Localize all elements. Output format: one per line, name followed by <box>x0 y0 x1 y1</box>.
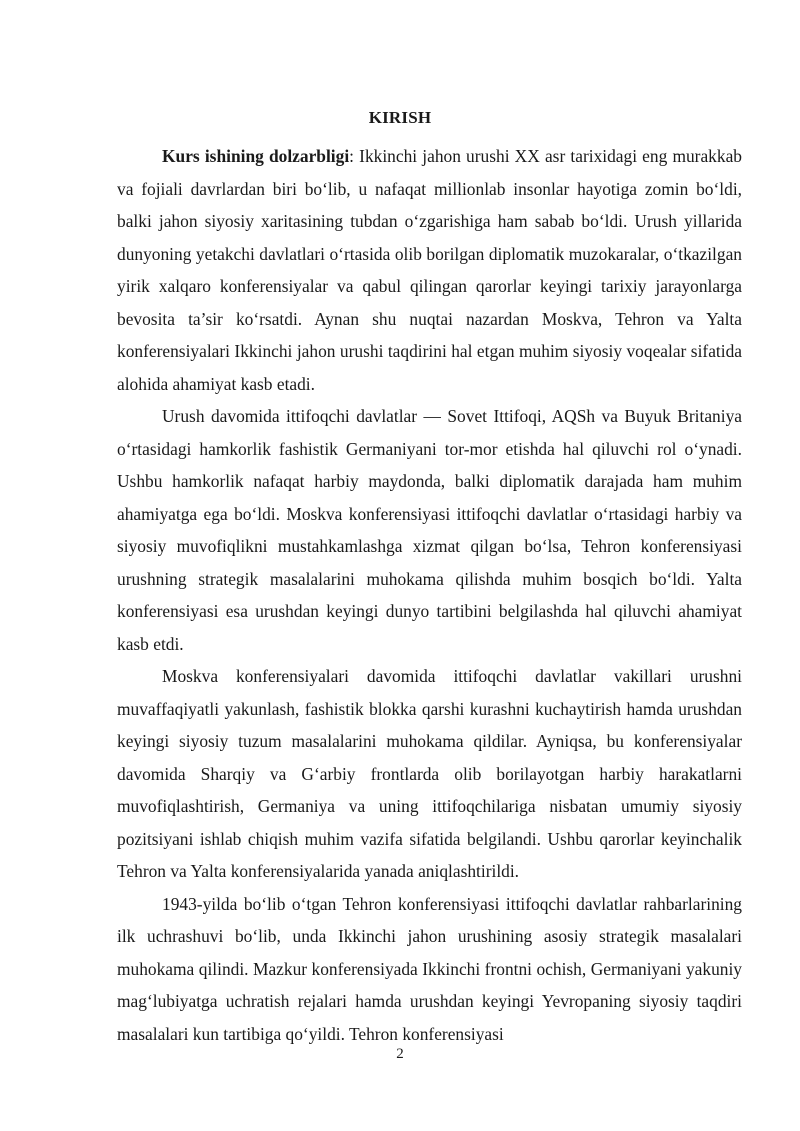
paragraph-lead: Kurs ishining dolzarbligi <box>162 146 350 166</box>
paragraph-4 <box>117 888 742 1051</box>
paragraph-3 <box>117 660 742 888</box>
section-heading: KIRISH <box>368 108 432 127</box>
paragraph-1 <box>117 140 742 400</box>
body-text <box>117 140 742 1050</box>
paragraph-2 <box>117 400 742 660</box>
paragraph-text: : Ikkinchi jahon urushi XX asr tarixidagi eng murakkab va fojiali davrlardan biri bo‘lib, u nafaqat millionlab insonlar hayotiga zomin bo‘ldi, balki jahon siyosiy xaritasining tubdan o‘zgarishiga ham sabab bo‘ldi. Urush yillarida dunyoning yetakchi davlatlari o‘rtasida olib borilgan diplomatik muzokaralar, o‘tkazilgan yirik xalqaro konferensiyalar va qabul qilingan qarorlar keyingi tarixiy jarayonlarga bevosita ta’sir ko‘rsatdi. Aynan shu nuqtai nazardan Moskva, Tehron va Yalta konferensiyalari Ikkinchi jahon urushi taqdirini hal etgan muhim siyosiy voqealar sifatida alohida ahamiyat kasb etadi. <box>117 146 742 394</box>
page-number: 2 <box>396 1046 404 1062</box>
paragraph-text: Urush davomida ittifoqchi davlatlar — Sovet Ittifoqi, AQSh va Buyuk Britaniya o‘rtasidagi hamkorlik fashistik Germaniyani tor-mor etishda hal qiluvchi rol o‘ynadi. Ushbu hamkorlik nafaqat harbiy maydonda, balki diplomatik darajada ham muhim ahamiyatga ega bo‘ldi. Moskva konferensiyasi ittifoqchi davlatlar o‘rtasidagi harbiy va siyosiy muvofiqlikni mustahkamlashga xizmat qilgan bo‘lsa, Tehron konferensiyasi urushning strategik masalalarini muhokama qilishda muhim bosqich bo‘ldi. Yalta konferensiyasi esa urushdan keyingi dunyo tartibini belgilashda hal qiluvchi ahamiyat kasb etdi. <box>117 406 742 654</box>
paragraph-text: Moskva konferensiyalari davomida ittifoqchi davlatlar vakillari urushni muvaffaqiyatli yakunlash, fashistik blokka qarshi kurashni kuchaytirish hamda urushdan keyingi siyosiy tuzum masalalarini muhokama qildilar. Ayniqsa, bu konferensiyalar davomida Sharqiy va G‘arbiy frontlarda olib borilayotgan harbiy harakatlarni muvofiqlashtirish, Germaniya va uning ittifoqchilariga nisbatan umumiy siyosiy pozitsiyani ishlab chiqish muhim vazifa sifatida belgilandi. Ushbu qarorlar keyinchalik Tehron va Yalta konferensiyalarida yanada aniqlashtirildi. <box>117 666 742 881</box>
paragraph-text: 1943-yilda bo‘lib o‘tgan Tehron konferensiyasi ittifoqchi davlatlar rahbarlarining ilk uchrashuvi bo‘lib, unda Ikkinchi jahon urushining asosiy strategik masalalari muhokama qilindi. Mazkur konferensiyada Ikkinchi frontni ochish, Germaniyani yakuniy mag‘lubiyatga uchratish rejalari hamda urushdan keyingi Yevropaning siyosiy taqdiri masalalari kun tartibiga qo‘yildi. Tehron konferensiyasi <box>117 893 742 1044</box>
